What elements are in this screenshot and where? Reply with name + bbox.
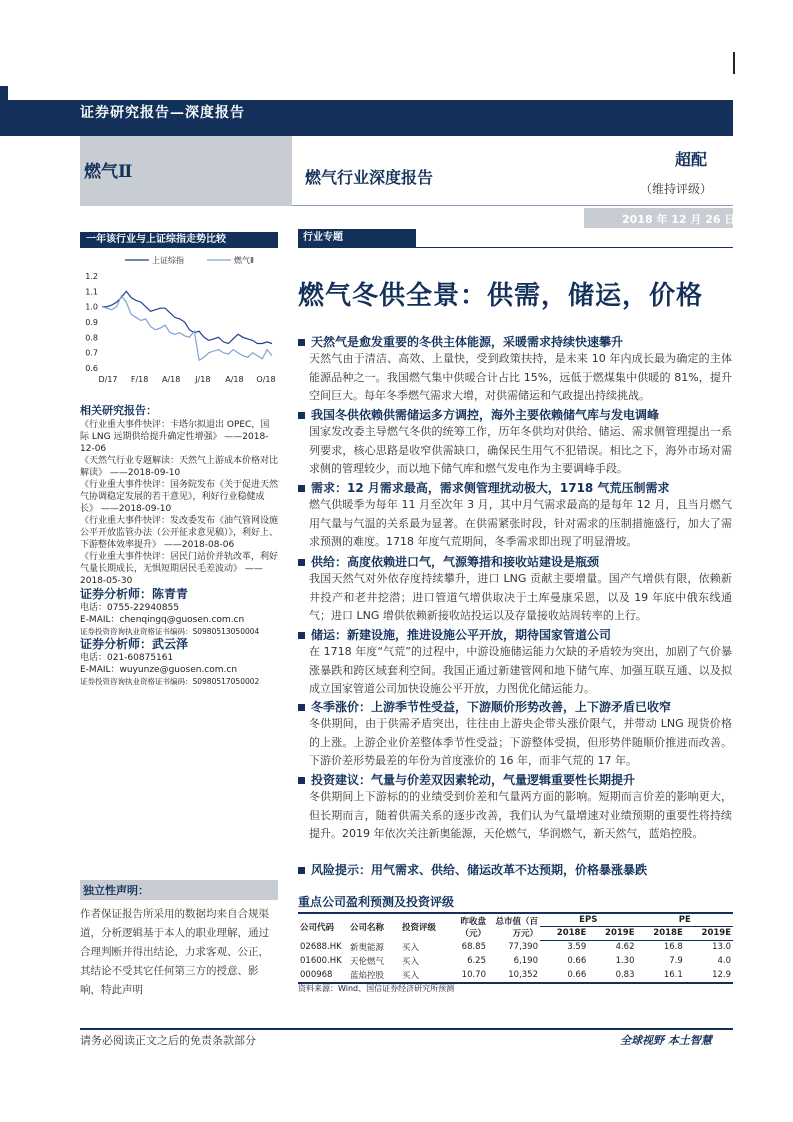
analyst-name: 证券分析师：陈青青 [80,587,189,601]
x-tick-label: O/18 [256,375,276,384]
legend-label: 上证综指 [152,256,184,265]
related-report-item[interactable]: 《行业重大事件快评：发改委发布《油气管网设施公平开放监管办法（公开征求意见稿）》，利好上、下游整体效率提升》 ——2018-08-06 [80,516,279,550]
report-subtitle: 燃气行业深度报告 [305,168,434,187]
table-title: 重点公司盈利预测及投资评级 [298,895,455,909]
section-body: 天然气由于清洁、高效、上量快，受到政策扶持，是未来 10 年内成长最为确定的主体能源品种之一。我国燃气集中供暖合计占比 15%，远低于燃煤集中供暖的 81%，提升空间巨大。每年冬季燃气需求大增，对供需储运和气政提出持续挑战。 [309,352,732,402]
sector-name: 燃气Ⅱ [84,162,133,182]
footer-disclaimer-link[interactable]: 请务必阅读正文之后的免责条款部分 [80,1034,256,1047]
report-date: 2018 年 12 月 26 日 [622,213,736,226]
col-rating: 投资评级 [400,913,444,940]
x-tick-label: A/18 [162,375,181,384]
analyst-cert: 证券投资咨询执业资格证书编码：S0980517050002 [80,677,260,686]
section-body: 冬供期间上下游标的的业绩受到价差和气量两方面的影响。短期而言价差的影响更大，但长期而言，随着供需关系的逐步改善，我们认为气量增速对业绩预期的重要性将持续提升。2019 年依次关注新奥能源，天伦燃气，华润燃气，新天然气，蓝焰控股。 [309,790,732,840]
related-heading: 相关研究报告： [80,404,157,417]
analyst-name: 证券分析师：武云泽 [80,637,189,651]
bullet-square-icon [298,339,305,346]
bullet-square-icon [298,867,305,874]
col-mktcap: 总市值（百万元） [488,913,540,940]
col-eps: EPS [540,913,637,927]
bullet-square-icon [298,559,305,566]
bullet-square-icon [298,485,305,492]
title-rule [298,247,733,248]
header-divider [292,205,733,206]
col-pe: PE [637,913,734,927]
bullet-square-icon [298,777,305,784]
section-head: 供给：高度依赖进口气，气源筹措和接收站建设是瓶颈 [298,553,599,570]
bullet-square-icon [298,412,305,419]
x-tick-label: F/18 [130,375,149,384]
table-row: 02688.HK 新奥能源 买入 68.85 77,390 3.59 4.62 16.8 13.0 [300,942,731,953]
col-pe-2019: 2019E [685,927,733,940]
x-tick-label: J/18 [195,375,211,384]
table-row: 01600.HK 天伦燃气 买入 6.25 6,190 0.66 1.30 7.9 4.0 [300,956,731,967]
y-tick-label: 0.8 [85,333,98,343]
analyst-email[interactable]: E-MAIL：wuyunze@guosen.com.cn [80,665,238,675]
section-body: 冬供期间，由于供需矛盾突出，往往由上游央企带头涨价限气，并带动 LNG 现货价格的上涨。上游企业价差整体季节性受益；下游整体受损，但形势伴随顺价推进而改善。下游价差形势最差的年份为首度涨价的 16 年，而非气荒的 17 年。 [309,717,732,767]
main-title: 燃气冬供全景：供需，储运，价格 [298,281,704,311]
related-list [80,419,278,587]
col-name: 公司名称 [348,913,400,940]
related-report-item[interactable]: 《行业重大事件快评：居民门站价并轨改革，利好气量长期成长，无惧短期居民毛差波动》 ——2018-05-30 [80,552,279,586]
col-eps-2018: 2018E [540,927,588,940]
y-tick-label: 0.6 [85,364,98,373]
section-head: 我国冬供依赖供需储运多方调控，海外主要依赖储气库与发电调峰 [298,406,659,423]
section-head: 需求：12 月需求最高，需求侧管理扰动极大，1718 气荒压制需求 [298,479,669,496]
trend-chart [80,250,278,390]
disclaimer-text: 作者保证报告所采用的数据均来自合规渠道，分析逻辑基于本人的职业理解，通过合理判断并得出结论，力求客观、公正，其结论不受其它任何第三方的授意、影响，特此声明 [80,908,269,996]
bullet-square-icon [298,704,305,711]
y-tick-label: 1.1 [85,287,98,297]
x-tick-label: A/18 [225,375,244,384]
table-row: 000968 蓝焰控股 买入 10.70 10,352 0.66 0.83 16.1 12.9 [300,970,731,981]
col-eps-2019: 2019E [588,927,636,940]
y-tick-label: 0.9 [85,318,98,327]
y-tick-label: 1.0 [85,302,98,312]
series-line [102,291,272,343]
top-right-rule [733,52,735,74]
col-pe-2018: 2018E [637,927,685,940]
section-body: 国家发改委主导燃气冬供的统筹工作，历年冬供均对供给、储运、需求侧管理提出一系列要求，核心思路是收窄供需缺口，确保民生用气不犯错误。相比之下，海外市场对需求侧的管理较少，而以地下储气库和燃气发电作为主要调峰手段。 [309,425,732,475]
analyst-1 [80,586,280,638]
related-report-item[interactable]: 《天然气行业专题解读：天然气上游成本价格对比解读》 ——2018-09-10 [80,456,279,478]
section-body: 我国天然气对外依存度持续攀升，进口 LNG 贡献主要增量。国产气增供有限，依赖新井投产和老井挖潜；进口管道气增供取决于土库曼康采恩，以及 19 年底中俄东线通气；进口 LNG 增供依赖新接收站投运以及存量接收站周转率的上行。 [309,572,732,622]
section-body: 在 1718 年度“气荒”的过程中，中游设施储运能力欠缺的矛盾较为突出，加剧了气价暴涨暴跌和跨区域套利空间。我国正通过新建管网和地下储气库、加强互联互通、以及拟成立国家管道公司加快设施公平开放，力图优化储运能力。 [309,645,732,695]
analyst-phone: 电话：0755-22940855 [80,603,179,613]
analyst-2 [80,636,280,688]
x-tick-label: D/17 [98,375,118,384]
related-reports [80,405,278,587]
y-tick-label: 1.2 [85,272,98,281]
section-head: 储运：新建设施，推进设施公平开放，期待国家管道公司 [298,626,611,643]
analyst-email[interactable]: E-MAIL：chenqingq@guosen.com.cn [80,615,245,625]
analyst-phone: 电话：021-60875161 [80,653,174,663]
related-report-item[interactable]: 《行业重大事件快评：国务院发布《关于促进天然气协调稳定发展的若干意见》，利好行业稳健成长》 ——2018-09-10 [80,480,279,514]
legend-label: 燃气Ⅱ [234,256,254,265]
section-head: 冬季涨价：上游季节性受益，下游顺价形势改善，上下游矛盾已收窄 [298,698,671,715]
report-type: 证券研究报告—深度报告 [80,105,245,121]
y-tick-label: 0.7 [85,348,98,358]
footer-rule [80,1028,733,1030]
chart-heading: 一年该行业与上证综指走势比较 [86,234,226,245]
bullet-square-icon [298,632,305,639]
section-head: 风险提示：用气需求、供给、储运改革不达预期，价格暴涨暴跌 [298,861,647,878]
analyst-cert: 证券投资咨询执业资格证书编码：S0980513050004 [80,627,260,636]
series-line [102,296,272,360]
section-body: 燃气供暖季为每年 11 月至次年 3 月，其中月气需求最高的是每年 12 月，且当月燃气用气量与气温的关系最为显著。在供需紧张时段，针对需求的压制措施盛行，加大了需求预测的难度。1718 年度气荒期间，冬季需求即出现了明显滑坡。 [309,498,732,548]
section-head: 投资建议：气量与价差双因素轮动，气量逻辑重要性长期提升 [298,771,635,788]
report-tag: 行业专题 [303,232,343,243]
table-source: 资料来源：Wind、国信证券经济研究所预测 [298,984,455,993]
section-head: 天然气是愈发重要的冬供主体能源，采暖需求持续快速攀升 [298,333,623,350]
forecast-table [298,912,733,984]
footer-slogan: 全球视野 本土智慧 [620,1034,712,1047]
related-report-item[interactable]: 《行业重大事件快评：卡塔尔拟退出 OPEC，国际 LNG 远期供给提升确定性增强》 ——2018-12-06 [80,420,270,454]
rating-note: （维持评级） [640,182,713,196]
disclaimer-heading: 独立性声明： [83,884,149,897]
rating: 超配 [675,150,708,169]
col-close: 昨收盘（元） [444,913,488,940]
col-code: 公司代码 [298,913,348,940]
